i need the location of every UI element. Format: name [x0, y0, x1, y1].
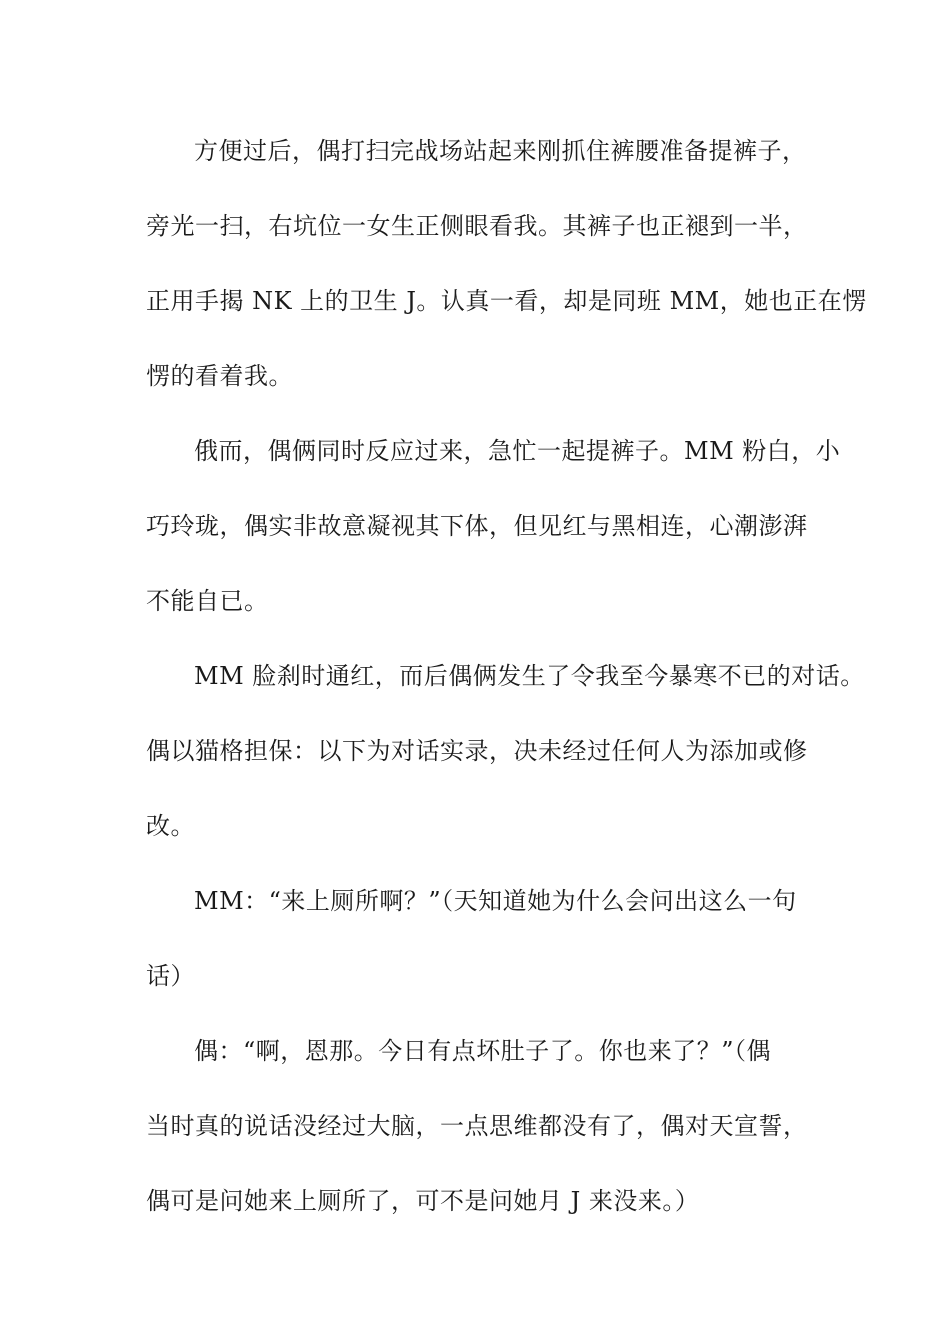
text-line: 偶以猫格担保：以下为对话实录，决未经过任何人为添加或修: [146, 737, 808, 765]
text-line: 当时真的说话没经过大脑，一点思维都没有了，偶对天宣誓，: [146, 1112, 808, 1140]
text-line: 话）: [146, 962, 195, 990]
text-line: 愣的看着我。: [146, 362, 293, 390]
text-line: 正用手揭 NK 上的卫生 J。认真一看，却是同班 MM，她也正在愣: [146, 287, 867, 315]
text-line: 方便过后，偶打扫完战场站起来刚抓住裤腰准备提裤子，: [194, 137, 807, 165]
text-line: 改。: [146, 812, 195, 840]
text-line: 俄而，偶俩同时反应过来，急忙一起提裤子。MM 粉白，小: [194, 437, 841, 465]
text-line: 旁光一扫，右坑位一女生正侧眼看我。其裤子也正褪到一半，: [146, 212, 808, 240]
text-line: 偶可是问她来上厕所了，可不是问她月 J 来没来。）: [146, 1187, 700, 1215]
text-line: 巧玲珑，偶实非故意凝视其下体，但见红与黑相连，心潮澎湃: [146, 512, 808, 540]
text-line: 不能自已。: [146, 587, 269, 615]
text-line: MM：“来上厕所啊？”（天知道她为什么会问出这么一句: [194, 887, 797, 915]
text-line: MM 脸刹时通红，而后偶俩发生了令我至今暴寒不已的对话。: [194, 662, 865, 690]
text-line: 偶：“啊，恩那。今日有点坏肚子了。你也来了？”（偶: [194, 1037, 772, 1065]
